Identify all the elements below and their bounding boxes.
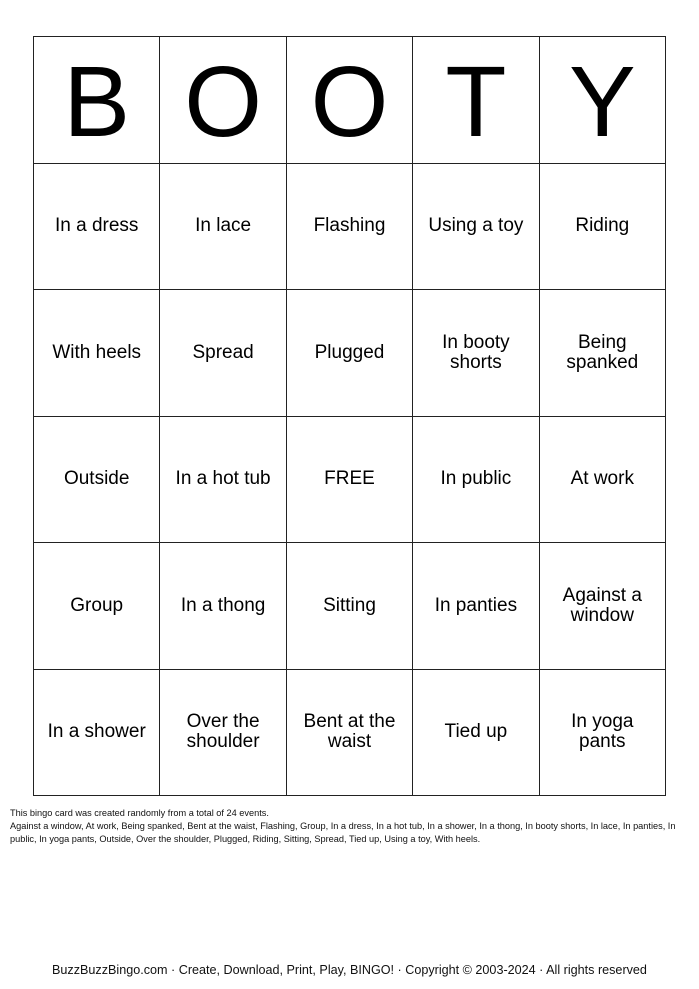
bingo-cell: At work: [540, 417, 666, 544]
bingo-cell: In lace: [160, 164, 286, 291]
bingo-cell: Flashing: [287, 164, 413, 291]
header-letter-o2: O: [287, 37, 413, 164]
bingo-cell: Tied up: [413, 670, 539, 797]
bingo-cell: Outside: [34, 417, 160, 544]
header-letter-t: T: [413, 37, 539, 164]
bingo-cell: In booty shorts: [413, 290, 539, 417]
bingo-cell: In a thong: [160, 543, 286, 670]
bingo-cell: In yoga pants: [540, 670, 666, 797]
bingo-cell: In a hot tub: [160, 417, 286, 544]
bingo-cell: Over the shoulder: [160, 670, 286, 797]
bingo-cell: Riding: [540, 164, 666, 291]
bingo-cell: Plugged: [287, 290, 413, 417]
bingo-cell: With heels: [34, 290, 160, 417]
bingo-cell: In public: [413, 417, 539, 544]
page-footer: BuzzBuzzBingo.com · Create, Download, Print, Play, BINGO! · Copyright © 2003-2024 · All rights reserved: [52, 963, 647, 977]
bingo-cell: Using a toy: [413, 164, 539, 291]
bingo-cell: In panties: [413, 543, 539, 670]
bingo-cell: Group: [34, 543, 160, 670]
header-letter-o1: O: [160, 37, 286, 164]
bingo-cell: Being spanked: [540, 290, 666, 417]
card-summary: This bingo card was created randomly from a total of 24 events.: [10, 808, 269, 818]
bingo-cell: In a shower: [34, 670, 160, 797]
bingo-cell: Bent at the waist: [287, 670, 413, 797]
bingo-card: [33, 36, 666, 796]
card-info: [10, 807, 690, 846]
header-letter-y: Y: [540, 37, 666, 164]
bingo-cell: Against a window: [540, 543, 666, 670]
free-cell: FREE: [287, 417, 413, 544]
bingo-cell: Spread: [160, 290, 286, 417]
header-letter-b: B: [34, 37, 160, 164]
bingo-cell: Sitting: [287, 543, 413, 670]
event-list: Against a window, At work, Being spanked, Bent at the waist, Flashing, Group, In a dress, In a hot tub, In a shower, In a thong, In booty shorts, In lace, In panties, In public, In yoga pants, Outside, Over the shoulder, Plugged, Riding, Sitting, Spread, Tied up, Using a toy, With heels.: [10, 821, 676, 844]
bingo-cell: In a dress: [34, 164, 160, 291]
